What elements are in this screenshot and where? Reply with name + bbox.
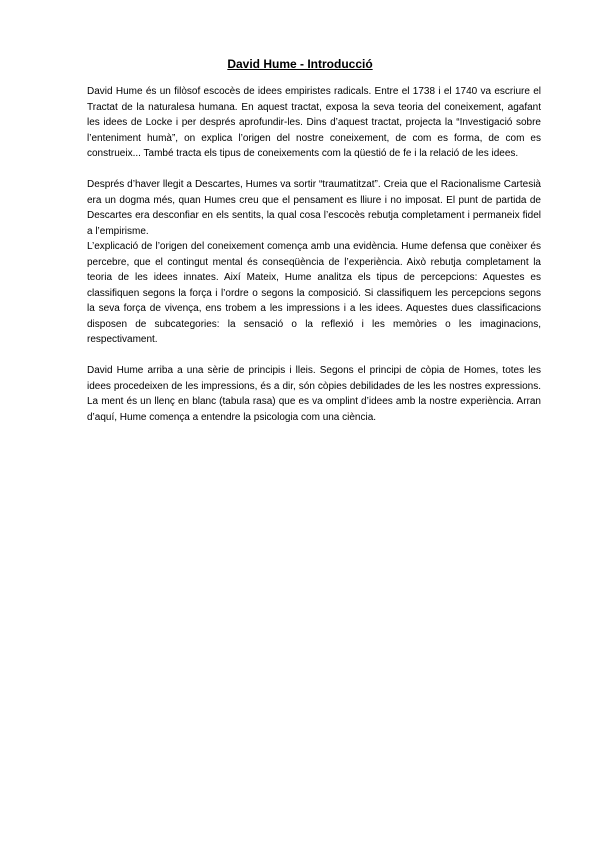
paragraph-intro: David Hume és un filòsof escocès de idees empiristes radicals. Entre el 1738 i el 1740 va escriure el Tractat de la naturalesa humana. En aquest tractat, exposa la seva teoria del coneixement, agafant les idees de Locke i per després aprofundir-les. Dins d’aquest tractat, projecta la “Investigació sobre l’enteniment humà”, on explica l’origen del nostre coneixement, de com es forma, de com es construeix... També tracta els tipus de coneixements com la qüestió de fe i la relació de les idees. xyxy=(87,86,541,159)
paragraph-principles: David Hume arriba a una sèrie de principis i lleis. Segons el principi de còpia de Homes, totes les idees procedeixen de les impressions, és a dir, són còpies debilidades de les les nostres expressions. La ment és un llenç en blanc (tabula rasa) que es va omplint d’idees amb la nostre experiència. Arran d’aquí, Hume comença a entendre la psicologia com una ciència. xyxy=(87,365,541,423)
page-title: David Hume - Introducció xyxy=(227,57,373,71)
document-body xyxy=(87,84,541,425)
paragraph-origin-of-knowledge: L’explicació de l’origen del coneixement comença amb una evidència. Hume defensa que conèixer és percebre, que el contingut mental és conseqüència de l’experiència. Això rebutja completament la teoria de les idees innates. Així Mateix, Hume analitza els tipus de percepcions: Aquestes es classifiquen segons la força i l’ordre o segons la composició. Si classifiquem les percepcions segons la seva força de vivença, ens trobem a les impressions i a les idees. Aquestes dues classificacions disposen de subcategories: la sensació o la reflexió i les memòries o les imaginacions, respectivament. xyxy=(87,241,541,345)
paragraph-descartes: Després d’haver llegit a Descartes, Humes va sortir “traumatitzat”. Creia que el Racionalisme Cartesià era un dogma més, quan Humes creu que el pensament es lliure i no imposat. El punt de partida de Descartes era desconfiar en els sentits, la qual cosa l’escocès rebutja completament i permaneix fidel a l’empirisme. xyxy=(87,179,541,237)
